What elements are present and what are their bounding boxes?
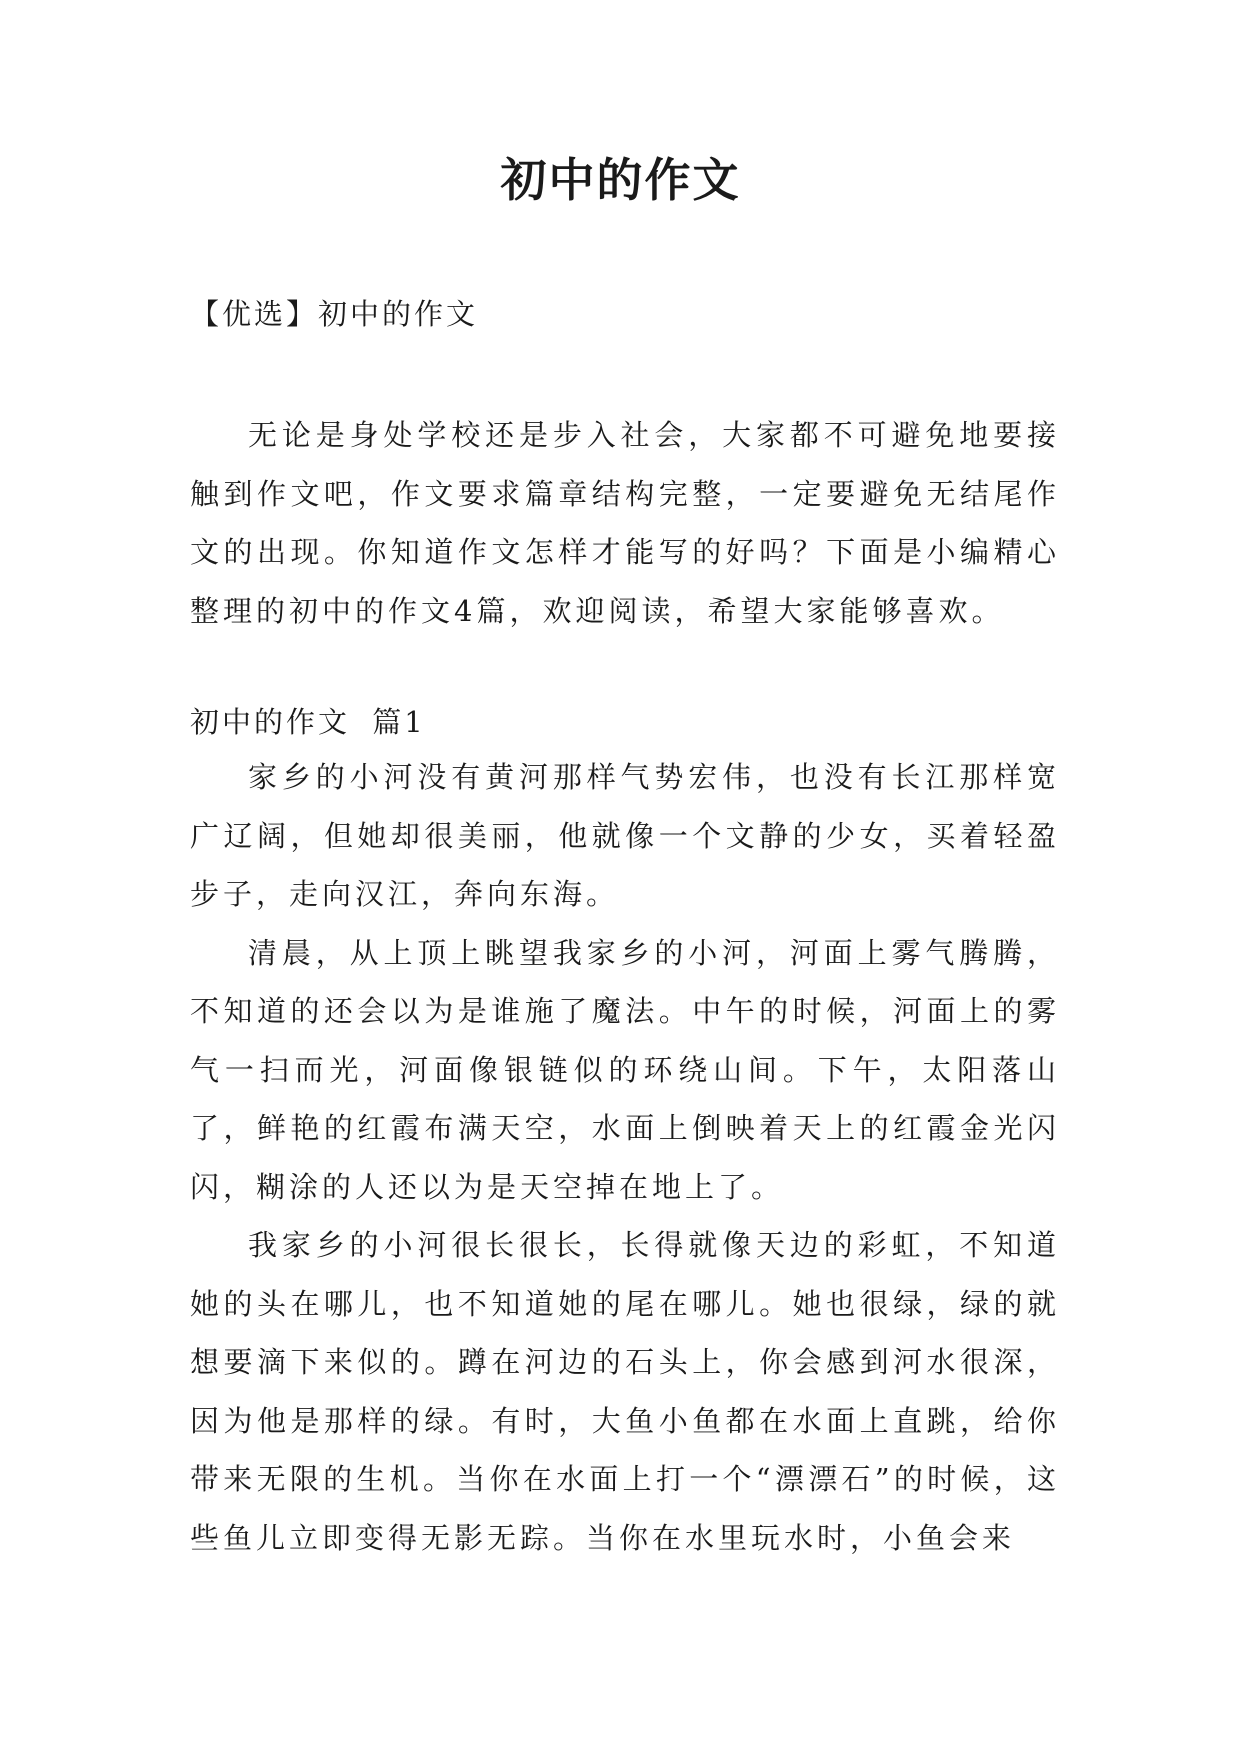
article-paragraph: 家乡的小河没有黄河那样气势宏伟，也没有长江那样宽广辽阔，但她却很美丽，他就像一个文静的少女，买着轻盈步子，走向汉江，奔向东海。 [190, 760, 1060, 911]
section-heading: 初中的作文 篇1 [190, 705, 426, 739]
intro-paragraph: 无论是身处学校还是步入社会，大家都不可避免地要接触到作文吧，作文要求篇章结构完整，一定要避免无结尾作文的出现。你知道作文怎样才能写的好吗？下面是小编精心整理的初中的作文4篇，欢迎阅读，希望大家能够喜欢。 [190, 418, 1060, 628]
intro-paragraph-block [190, 406, 1060, 640]
document-subtitle: 【优选】初中的作文 [190, 297, 479, 331]
document-title: 初中的作文 [500, 153, 741, 207]
article-paragraph: 我家乡的小河很长很长，长得就像天边的彩虹，不知道她的头在哪儿，也不知道她的尾在哪儿。她也很绿，绿的就想要滴下来似的。蹲在河边的石头上，你会感到河水很深，因为他是那样的绿。有时，大鱼小鱼都在水面上直跳，给你带来无限的生机。当你在水面上打一个“漂漂石”的时候，这些鱼儿立即变得无影无踪。当你在水里玩水时，小鱼会来 [190, 1228, 1060, 1555]
article-paragraph: 清晨，从上顶上眺望我家乡的小河，河面上雾气腾腾，不知道的还会以为是谁施了魔法。中午的时候，河面上的雾气一扫而光，河面像银链似的环绕山间。下午，太阳落山了，鲜艳的红霞布满天空，水面上倒映着天上的红霞金光闪闪，糊涂的人还以为是天空掉在地上了。 [190, 935, 1060, 1204]
article-body [190, 748, 1060, 1567]
